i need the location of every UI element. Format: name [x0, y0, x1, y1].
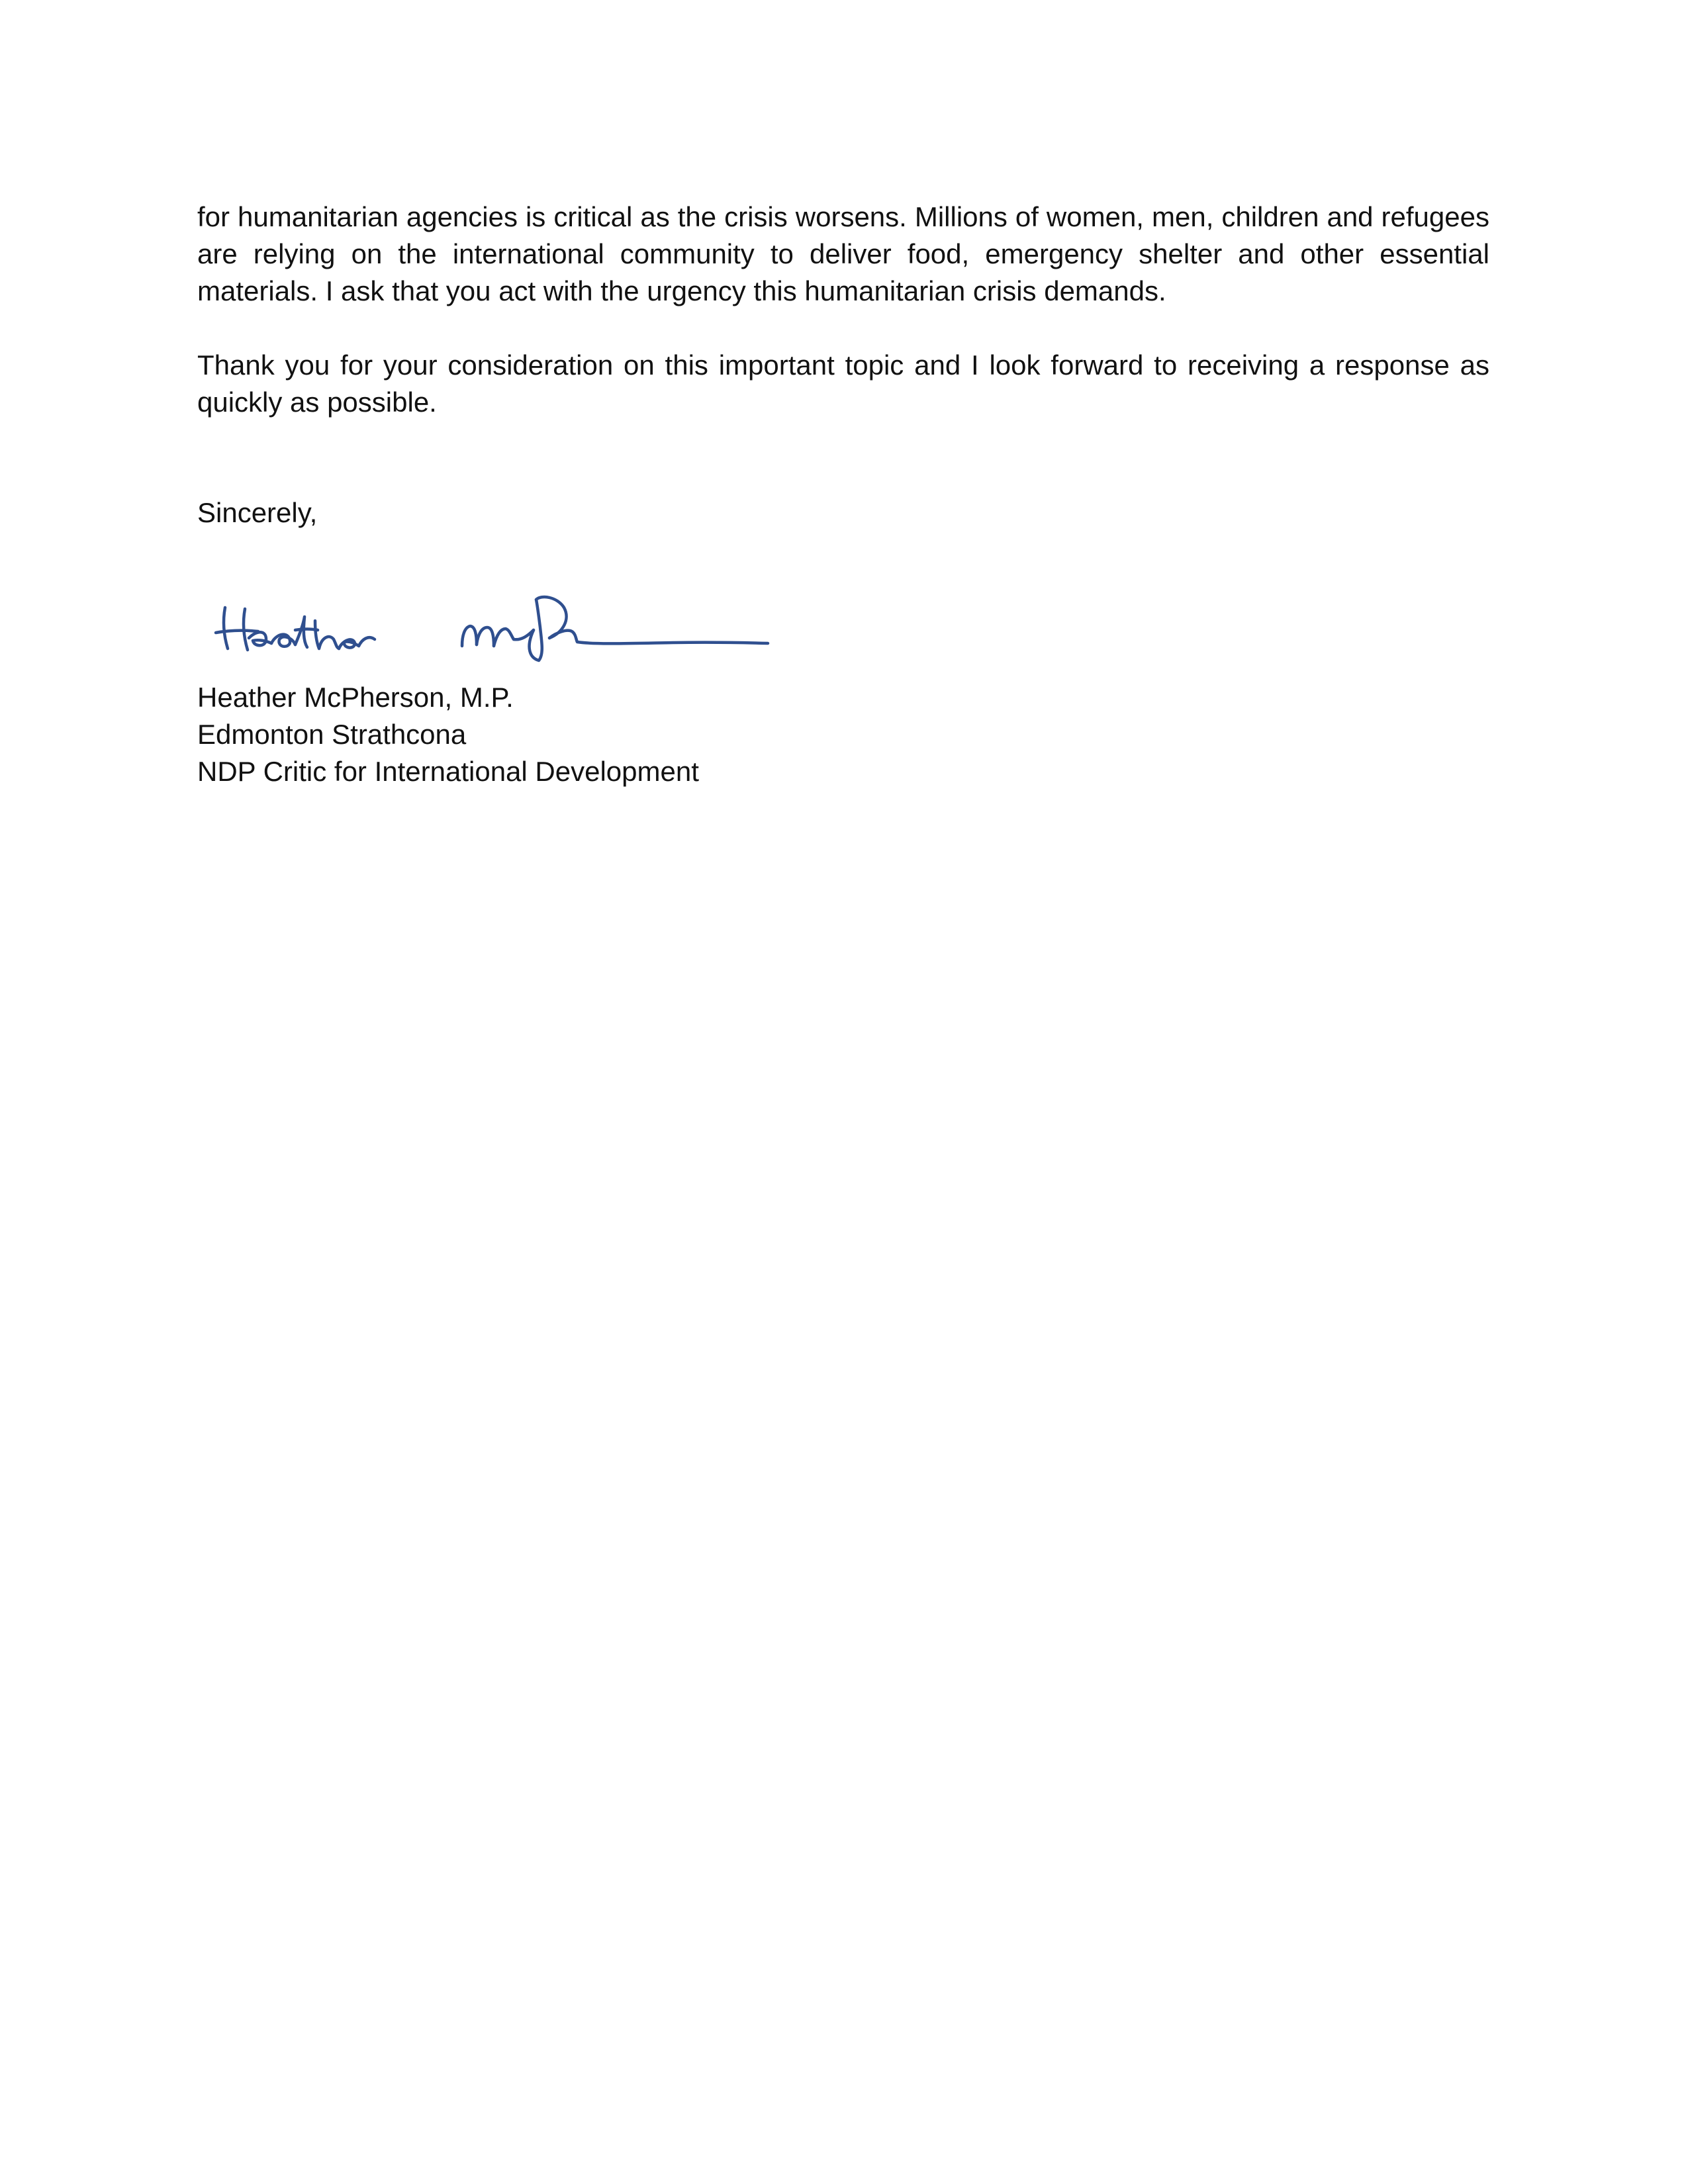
signer-role: NDP Critic for International Development: [197, 756, 699, 787]
body-paragraph-2: Thank you for your consideration on this important topic and I look forward to receiving a response as quickly as possible.: [197, 349, 1489, 418]
body-paragraph-1: for humanitarian agencies is critical as the crisis worsens. Millions of women, men, children and refugees are relying on the international community to deliver food, emergency shelter and other essential materials. I ask that you act with the urgency this humanitarian crisis demands.: [197, 201, 1489, 306]
signer-name: Heather McPherson, M.P.: [197, 682, 514, 713]
signature-block: [197, 679, 699, 790]
closing-salutation: Sincerely,: [197, 497, 318, 528]
handwritten-signature: [211, 561, 780, 667]
signer-riding: Edmonton Strathcona: [197, 719, 467, 750]
